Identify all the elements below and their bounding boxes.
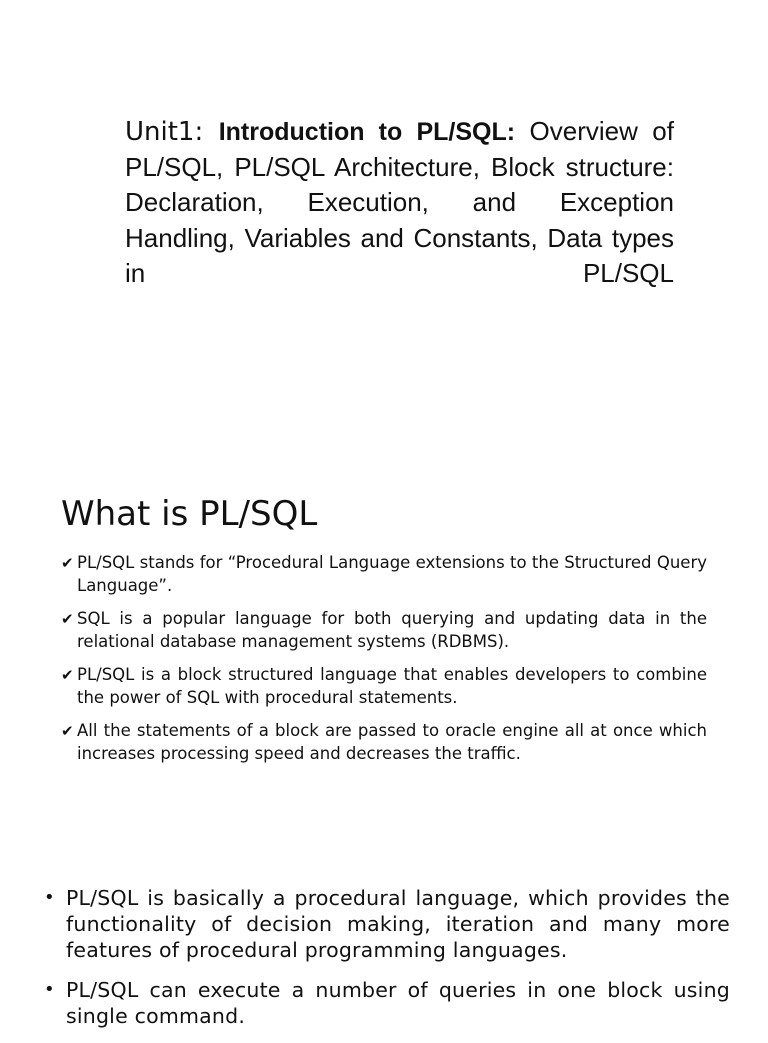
list-item <box>44 885 730 963</box>
unit-title: Introduction to PL/SQL: <box>218 118 516 146</box>
bullet-dot-icon: • <box>44 887 55 908</box>
list-item-text: PL/SQL is a block structured language that enables developers to combine the power of SQL with procedural statements. <box>77 665 707 707</box>
slide-unit-overview <box>0 0 768 440</box>
slide-title: What is PL/SQL <box>61 494 318 534</box>
check-mark-icon: ✔ <box>61 610 74 628</box>
bullet-dot-icon: • <box>44 979 55 1000</box>
unit-description: Overview of PL/SQL, PL/SQL Architecture, Block structure: Declaration, Execution, and Exception Handling, Variables and Constants, Data types in PL/SQL <box>125 116 674 289</box>
unit-label: Unit1: <box>125 117 219 147</box>
list-item <box>61 552 707 597</box>
check-mark-icon: ✔ <box>61 722 74 740</box>
list-item-text: SQL is a popular language for both querying and updating data in the relational database management systems (RDBMS). <box>77 609 707 651</box>
check-bullet-list <box>61 552 707 776</box>
slide-plsql-features <box>0 880 768 1028</box>
unit-overview-text <box>125 114 674 292</box>
list-item <box>61 720 707 765</box>
list-item-text: PL/SQL is basically a procedural language, which provides the functionality of decision making, iteration and many more features of procedural programming languages. <box>66 886 730 962</box>
dot-bullet-list <box>44 885 730 1043</box>
check-mark-icon: ✔ <box>61 666 74 684</box>
slide-what-is-plsql <box>0 440 768 840</box>
list-item-text: All the statements of a block are passed to oracle engine all at once which increases processing speed and decreases the traffic. <box>77 721 707 763</box>
list-item-text: PL/SQL can execute a number of queries in one block using single command. <box>66 978 730 1028</box>
list-item <box>61 608 707 653</box>
list-item <box>44 977 730 1029</box>
check-mark-icon: ✔ <box>61 554 74 572</box>
list-item-text: PL/SQL stands for “Procedural Language extensions to the Structured Query Language”. <box>77 553 707 595</box>
list-item <box>61 664 707 709</box>
